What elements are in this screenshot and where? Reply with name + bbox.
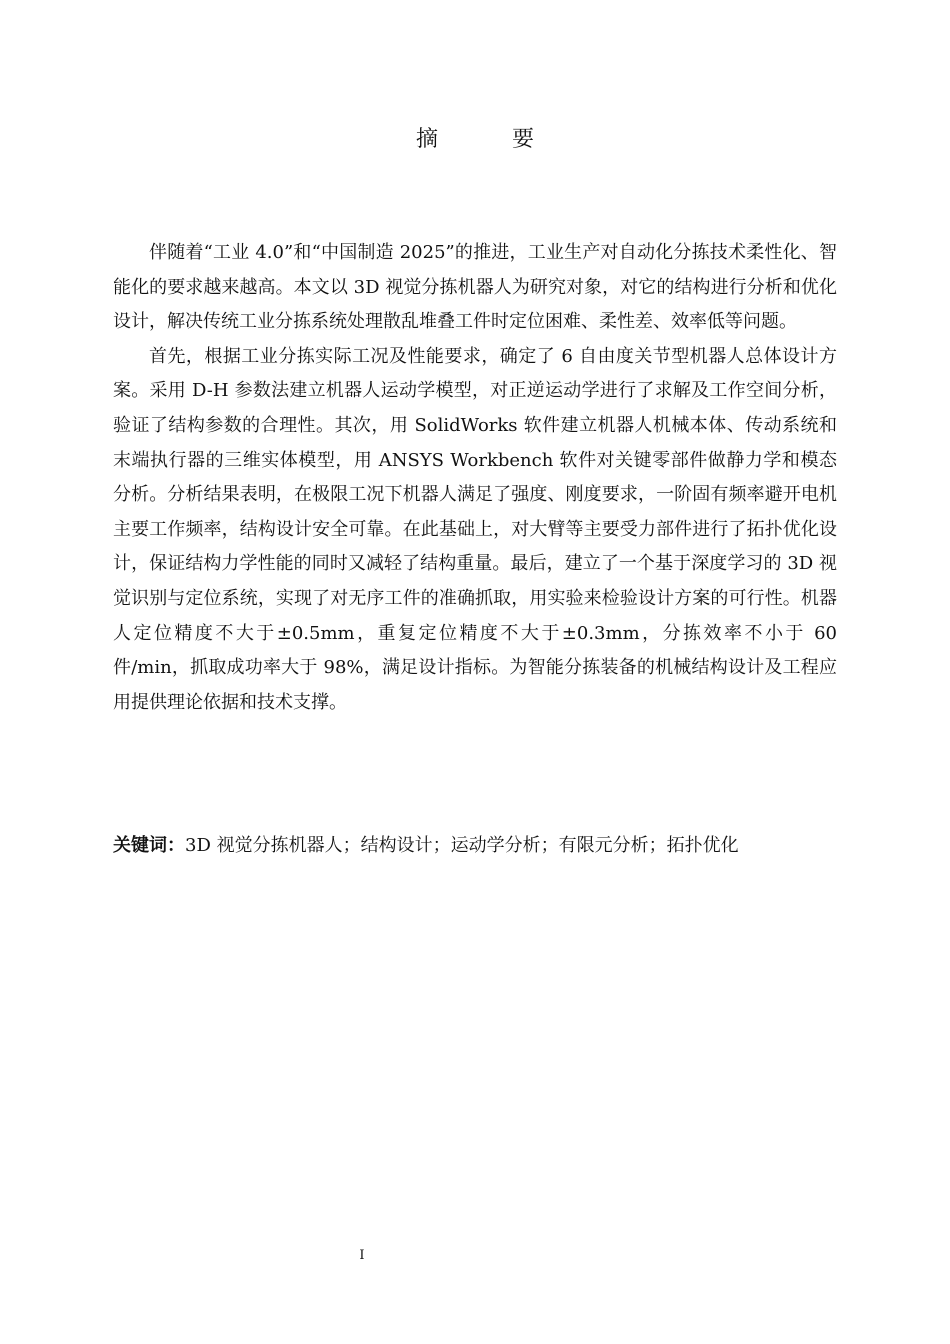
abstract-title: 摘 要 (415, 127, 560, 152)
keywords-text: 3D 视觉分拣机器人；结构设计；运动学分析；有限元分析；拓扑优化 (185, 835, 739, 856)
abstract-paragraph-2: 首先，根据工业分拣实际工况及性能要求，确定了 6 自由度关节型机器人总体设计方案。采用 D-H 参数法建立机器人运动学模型，对正逆运动学进行了求解及工作空间分析，验证了结构参数的合理性。其次，用 SolidWorks 软件建立机器人机械本体、传动系统和末端执行器的三维实体模型，用 ANSYS Workbench 软件对关键零部件做静力学和模态分析。分析结果表明，在极限工况下机器人满足了强度、刚度要求，一阶固有频率避开电机主要工作频率，结构设计安全可靠。在此基础上，对大臂等主要受力部件进行了拓扑优化设计，保证结构力学性能的同时又减轻了结构重量。最后，建立了一个基于深度学习的 3D 视觉识别与定位系统，实现了对无序工件的准确抓取，用实验来检验设计方案的可行性。机器人定位精度不大于±0.5mm，重复定位精度不大于±0.3mm，分拣效率不小于 60 件/min，抓取成功率大于 98%，满足设计指标。为智能分拣装备的机械结构设计及工程应用提供理论依据和技术支撑。 (113, 345, 837, 713)
keywords-label: 关键词： (113, 835, 185, 856)
page-number: I (359, 1248, 365, 1263)
keywords-line (113, 830, 837, 862)
abstract-paragraph-1: 伴随着“工业 4.0”和“中国制造 2025”的推进，工业生产对自动化分拣技术柔性化、智能化的要求越来越高。本文以 3D 视觉分拣机器人为研究对象，对它的结构进行分析和优化设计，解决传统工业分拣系统处理散乱堆叠工件时定位困难、柔性差、效率低等问题。 (113, 242, 837, 333)
abstract-body (113, 236, 837, 720)
